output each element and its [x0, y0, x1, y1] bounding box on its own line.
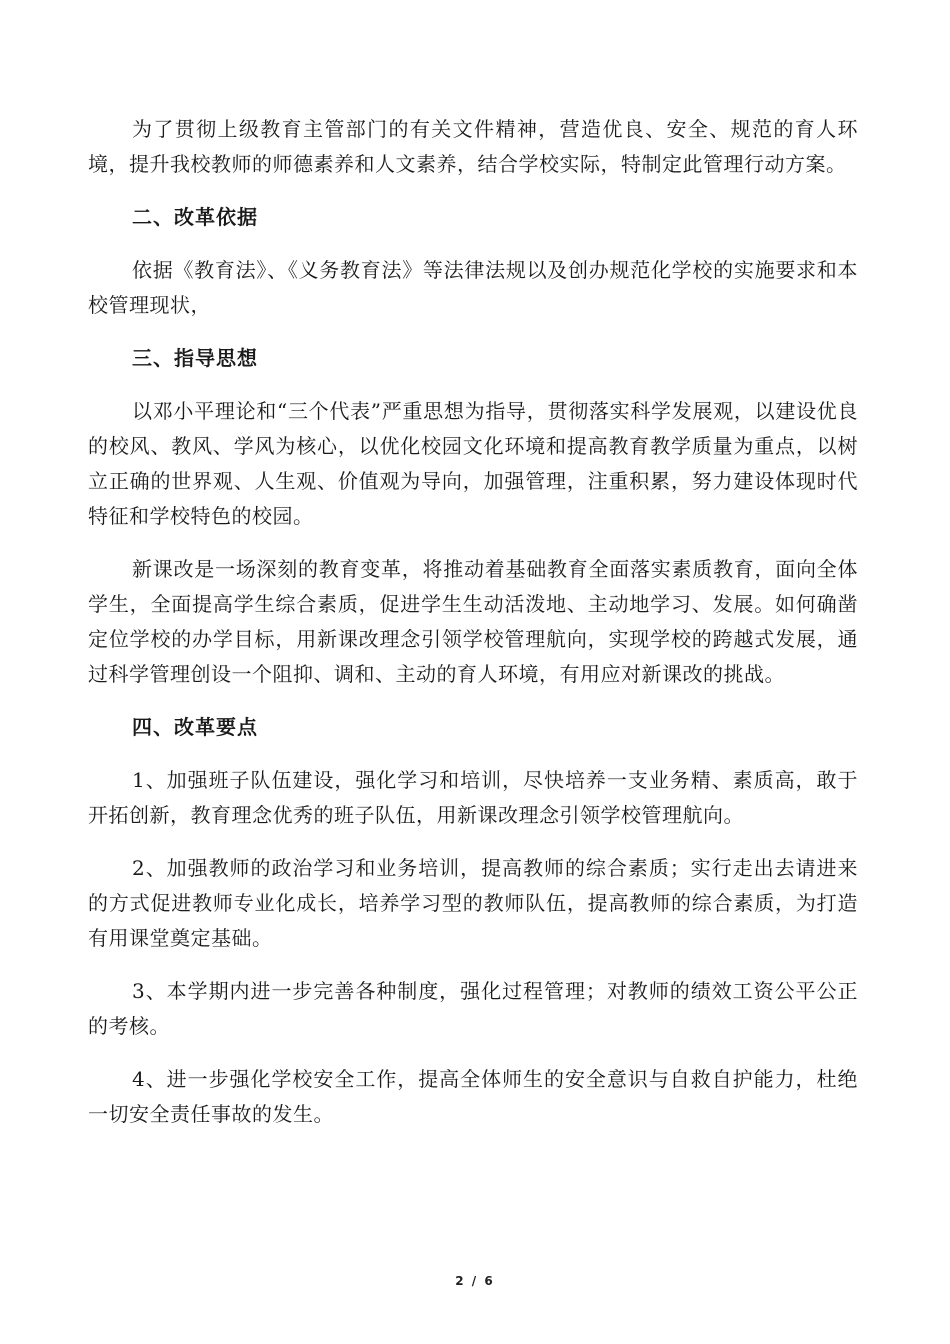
section-heading-reform-basis: 二、改革依据	[132, 205, 258, 229]
reform-point-4: 4、进一步强化学校安全工作，提高全体师生的安全意识与自救自护能力，杜绝一切安全责任事故的发生。	[88, 1067, 858, 1126]
section-heading-guiding-ideology: 三、指导思想	[132, 346, 258, 370]
guiding-ideology-paragraph: 以邓小平理论和“三个代表”严重思想为指导，贯彻落实科学发展观，以建设优良的校风、教风、学风为核心，以优化校园文化环境和提高教育教学质量为重点，以树立正确的世界观、人生观、价值观为导向，加强管理，注重积累，努力建设体现时代特征和学校特色的校园。	[88, 399, 858, 528]
page-number: 2 / 6	[455, 1274, 495, 1288]
reform-point-2: 2、加强教师的政治学习和业务培训，提高教师的综合素质；实行走出去请进来的方式促进教师专业化成长，培养学习型的教师队伍，提高教师的综合素质，为打造有用课堂奠定基础。	[88, 856, 858, 950]
reform-point-1: 1、加强班子队伍建设，强化学习和培训，尽快培养一支业务精、素质高，敢于开拓创新，教育理念优秀的班子队伍，用新课改理念引领学校管理航向。	[88, 768, 858, 827]
reform-basis-paragraph: 依据《教育法》、《义务教育法》等法律法规以及创办规范化学校的实施要求和本校管理现状，	[88, 258, 858, 317]
document-body	[88, 112, 858, 1132]
intro-paragraph: 为了贯彻上级教育主管部门的有关文件精神，营造优良、安全、规范的育人环境，提升我校教师的师德素养和人文素养，结合学校实际，特制定此管理行动方案。	[88, 117, 858, 176]
curriculum-reform-paragraph: 新课改是一场深刻的教育变革，将推动着基础教育全面落实素质教育，面向全体学生，全面提高学生综合素质，促进学生生动活泼地、主动地学习、发展。如何确凿定位学校的办学目标，用新课改理念引领学校管理航向，实现学校的跨越式发展，通过科学管理创设一个阻抑、调和、主动的育人环境，有用应对新课改的挑战。	[88, 557, 858, 686]
reform-point-3: 3、本学期内进一步完善各种制度，强化过程管理；对教师的绩效工资公平公正的考核。	[88, 979, 858, 1038]
section-heading-reform-points: 四、改革要点	[132, 715, 258, 739]
